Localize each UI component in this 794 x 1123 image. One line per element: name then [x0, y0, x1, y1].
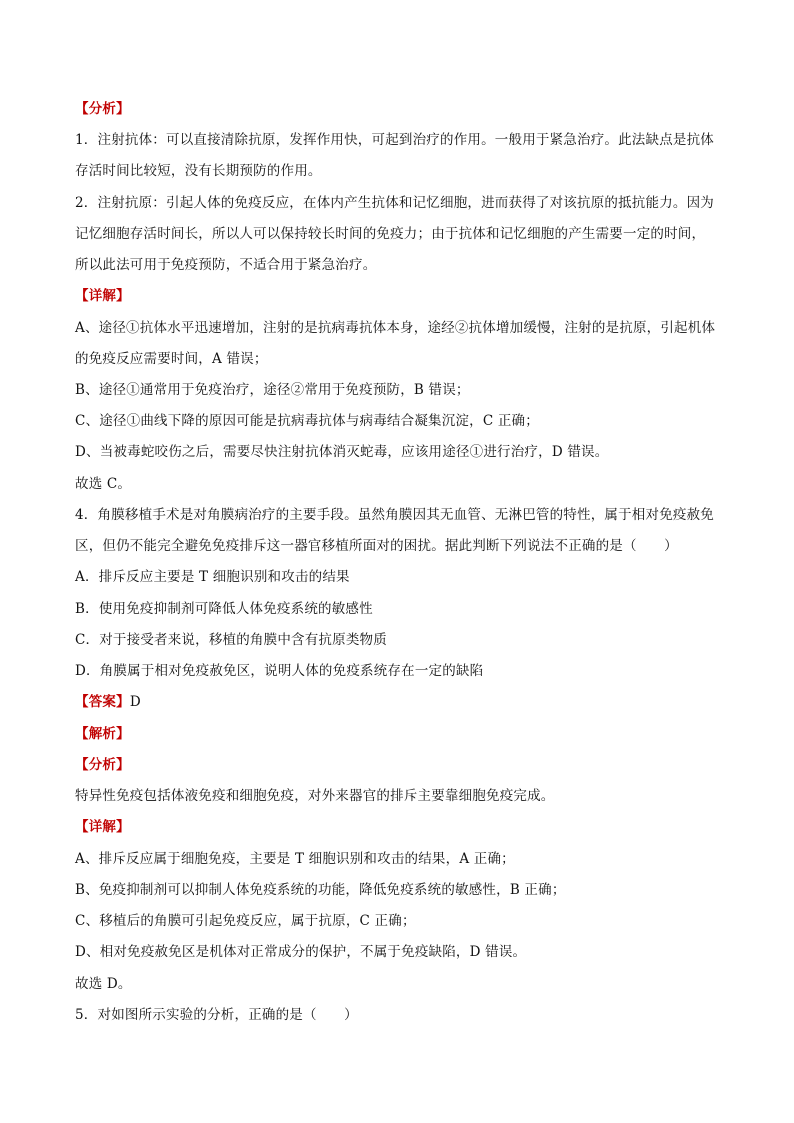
analysis-line: 特异性免疫包括体液免疫和细胞免疫，对外来器官的排斥主要靠细胞免疫完成。	[75, 788, 555, 804]
detail-line: A、排斥反应属于细胞免疫，主要是 T 细胞识别和攻击的结果，A 正确；	[75, 851, 515, 867]
option-c: C．对于接受者来说，移植的角膜中含有抗原类物质	[75, 632, 387, 648]
answer-heading: 【答案】	[75, 694, 130, 710]
analysis-line: 存活时间比较短，没有长期预防的作用。	[75, 163, 322, 179]
detail-line: B、途径①通常用于免疫治疗，途径②常用于免疫预防，B 错误；	[75, 382, 470, 398]
answer-value: D	[129, 694, 141, 710]
conclusion: 故选 C。	[75, 476, 132, 492]
analysis-line: 记忆细胞存活时间长，所以人可以保持较长时间的免疫力；由于抗体和记忆细胞的产生需要一定的时间，	[75, 226, 706, 242]
detail-line: A、途径①抗体水平迅速增加，注射的是抗病毒抗体本身，途经②抗体增加缓慢，注射的是抗原，引起机体	[75, 320, 716, 336]
analysis-line: 1．注射抗体：可以直接清除抗原，发挥作用快，可起到治疗的作用。一般用于紧急治疗。此法缺点是抗体	[75, 132, 714, 148]
detail-line: C、途径①曲线下降的原因可能是抗病毒抗体与病毒结合凝集沉淀，C 正确；	[75, 413, 539, 429]
analysis-line: 2．注射抗原：引起人体的免疫反应，在体内产生抗体和记忆细胞，进而获得了对该抗原的抵抗能力。因为	[75, 195, 714, 211]
detail-heading: 【详解】	[75, 819, 130, 835]
answer-line	[75, 692, 735, 712]
detail-line: 的免疫反应需要时间，A 错误；	[75, 351, 268, 367]
option-b: B．使用免疫抑制剂可降低人体免疫系统的敏感性	[75, 601, 373, 617]
detail-line: C、移植后的角膜可引起免疫反应，属于抗原，C 正确；	[75, 913, 416, 929]
detail-heading: 【详解】	[75, 288, 130, 304]
conclusion: 故选 D。	[75, 976, 132, 992]
option-a: A．排斥反应主要是 T 细胞识别和攻击的结果	[75, 569, 350, 585]
detail-line: D、当被毒蛇咬伤之后，需要尽快注射抗体消灭蛇毒，应该用途径①进行治疗，D 错误。	[75, 444, 609, 460]
option-d: D．角膜属于相对免疫赦免区，说明人体的免疫系统存在一定的缺陷	[75, 663, 484, 679]
question-stem: 5．对如图所示实验的分析，正确的是（ ）	[75, 1007, 358, 1023]
analysis-line: 所以此法可用于免疫预防，不适合用于紧急治疗。	[75, 257, 377, 273]
analysis-heading: 【分析】	[75, 101, 130, 117]
analysis-heading: 【分析】	[75, 757, 130, 773]
question-stem: 4．角膜移植手术是对角膜病治疗的主要手段。虽然角膜因其无血管、无淋巴管的特性，属于相对免疫赦免	[75, 507, 714, 523]
question-stem: 区，但仍不能完全避免免疫排斥这一器官移植所面对的困扰。据此判断下列说法不正确的是（ ）	[75, 538, 678, 554]
detail-line: B、免疫抑制剂可以抑制人体免疫系统的功能，降低免疫系统的敏感性，B 正确；	[75, 882, 566, 898]
detail-line: D、相对免疫赦免区是机体对正常成分的保护，不属于免疫缺陷，D 错误。	[75, 944, 527, 960]
explanation-heading: 【解析】	[75, 726, 130, 742]
